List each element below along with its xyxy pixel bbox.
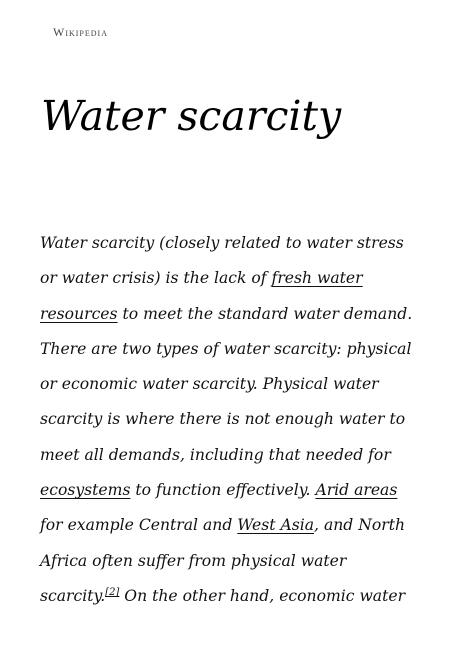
text-line bbox=[40, 473, 470, 508]
text-line bbox=[40, 226, 470, 261]
article-link[interactable]: fresh water bbox=[271, 269, 363, 288]
text-run: scarcity. bbox=[40, 586, 106, 605]
article-link[interactable]: West Asia bbox=[237, 516, 315, 535]
text-line bbox=[40, 367, 470, 402]
text-line bbox=[40, 438, 470, 473]
article-link[interactable]: Arid areas bbox=[315, 481, 398, 500]
text-run: Water scarcity (closely related to water stress bbox=[40, 234, 404, 252]
text-line bbox=[40, 261, 470, 296]
citation-link[interactable]: [2] bbox=[105, 586, 120, 598]
text-run: to meet the standard water demand. bbox=[117, 304, 413, 323]
article-link[interactable]: resources bbox=[40, 304, 118, 323]
article-body bbox=[40, 226, 470, 614]
text-run: meet all demands, including that needed for bbox=[40, 445, 391, 464]
text-run: scarcity is where there is not enough water to bbox=[40, 410, 406, 429]
article-link[interactable]: ecosystems bbox=[40, 481, 131, 500]
text-run: There are two types of water scarcity: physical bbox=[40, 339, 412, 358]
text-run: for example Central and bbox=[40, 516, 238, 535]
text-line bbox=[40, 579, 470, 614]
text-run: On the other hand, economic water bbox=[119, 586, 406, 605]
text-line bbox=[40, 402, 470, 437]
text-run: Africa often suffer from physical water bbox=[40, 551, 347, 570]
text-run: or water crisis) is the lack of bbox=[40, 269, 272, 288]
page-title: Water scarcity bbox=[41, 92, 342, 140]
text-line bbox=[40, 332, 470, 367]
wikipedia-wordmark[interactable]: Wikipedia bbox=[53, 25, 108, 39]
text-run: to function effectively. bbox=[130, 481, 316, 500]
text-run: or economic water scarcity. Physical water bbox=[40, 375, 379, 394]
text-run: , and North bbox=[314, 516, 406, 535]
text-line bbox=[40, 544, 470, 579]
text-line bbox=[40, 508, 470, 543]
text-line bbox=[40, 297, 470, 332]
